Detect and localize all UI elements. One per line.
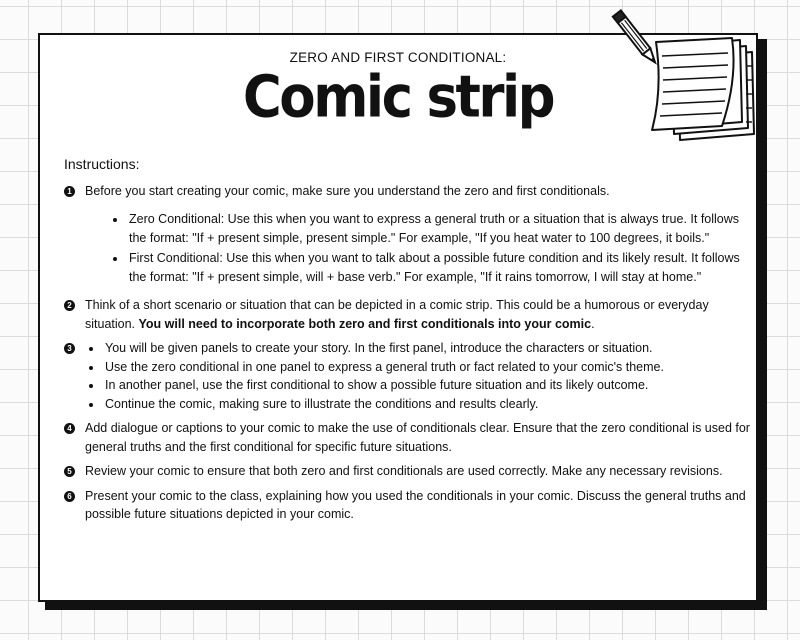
- step-number: 4: [64, 423, 75, 434]
- step-text: Add dialogue or captions to your comic to make the use of conditionals clear. Ensure that the zero conditional is used for general truths and the first conditional for specific future situations.: [85, 421, 750, 454]
- notepad-icon: [648, 36, 760, 148]
- subtitle: ZERO AND FIRST CONDITIONAL:: [289, 50, 507, 65]
- list-item: • First Conditional: Use this when you want to talk about a possible future condition and its likely result. It follows the format: "If + present simple, will + base verb." For example, "If it rains tomorrow, I will stay at home.": [127, 249, 750, 286]
- step-number: 5: [64, 466, 75, 477]
- step-number: 1: [64, 186, 75, 197]
- step-number: 2: [64, 300, 75, 311]
- instructions-heading: Instructions:: [64, 156, 140, 172]
- step-text: Review your comic to ensure that both zero and first conditionals are used correctly. Make any necessary revisions.: [85, 464, 723, 478]
- instructions: [64, 155, 750, 530]
- step-text: [85, 296, 750, 333]
- step-text-emphasis: You will need to incorporate both zero and first conditionals into your comic: [138, 316, 592, 331]
- bullet-list: [85, 339, 750, 413]
- list-item: • Zero Conditional: Use this when you want to express a general truth or a situation that is always true. It follows the format: "If + present simple, present simple." For example, "If you heat water to 100 degrees, it boils.": [127, 210, 750, 247]
- step-5: [64, 462, 750, 481]
- step-text-plain: Think of a short scenario or situation that can be depicted in a comic strip. This could be a humorous or everyday situation.: [85, 298, 709, 331]
- step-1: [64, 182, 750, 291]
- page-title: Comic strip: [242, 63, 554, 131]
- step-3: [64, 339, 750, 413]
- step-6: [64, 487, 750, 524]
- list-item: • Continue the comic, making sure to illustrate the conditions and results clearly.: [103, 395, 750, 414]
- step-2: [64, 296, 750, 333]
- list-item: • You will be given panels to create your story. In the first panel, introduce the characters or situation.: [103, 339, 750, 358]
- step-text: Before you start creating your comic, make sure you understand the zero and first conditionals.: [85, 183, 610, 198]
- step-text-end: .: [591, 316, 595, 331]
- list-item: • In another panel, use the first conditional to show a possible future situation and its likely outcome.: [103, 376, 750, 395]
- step-number: 3: [64, 343, 75, 354]
- step-4: [64, 419, 750, 456]
- list-item: • Use the zero conditional in one panel to express a general truth or fact related to your comic's theme.: [103, 358, 750, 377]
- bullet-list: [85, 210, 750, 286]
- step-text: Present your comic to the class, explaining how you used the conditionals in your comic. Discuss the general truths and possible future situations depicted in your comic.: [85, 488, 746, 521]
- step-number: 6: [64, 491, 75, 502]
